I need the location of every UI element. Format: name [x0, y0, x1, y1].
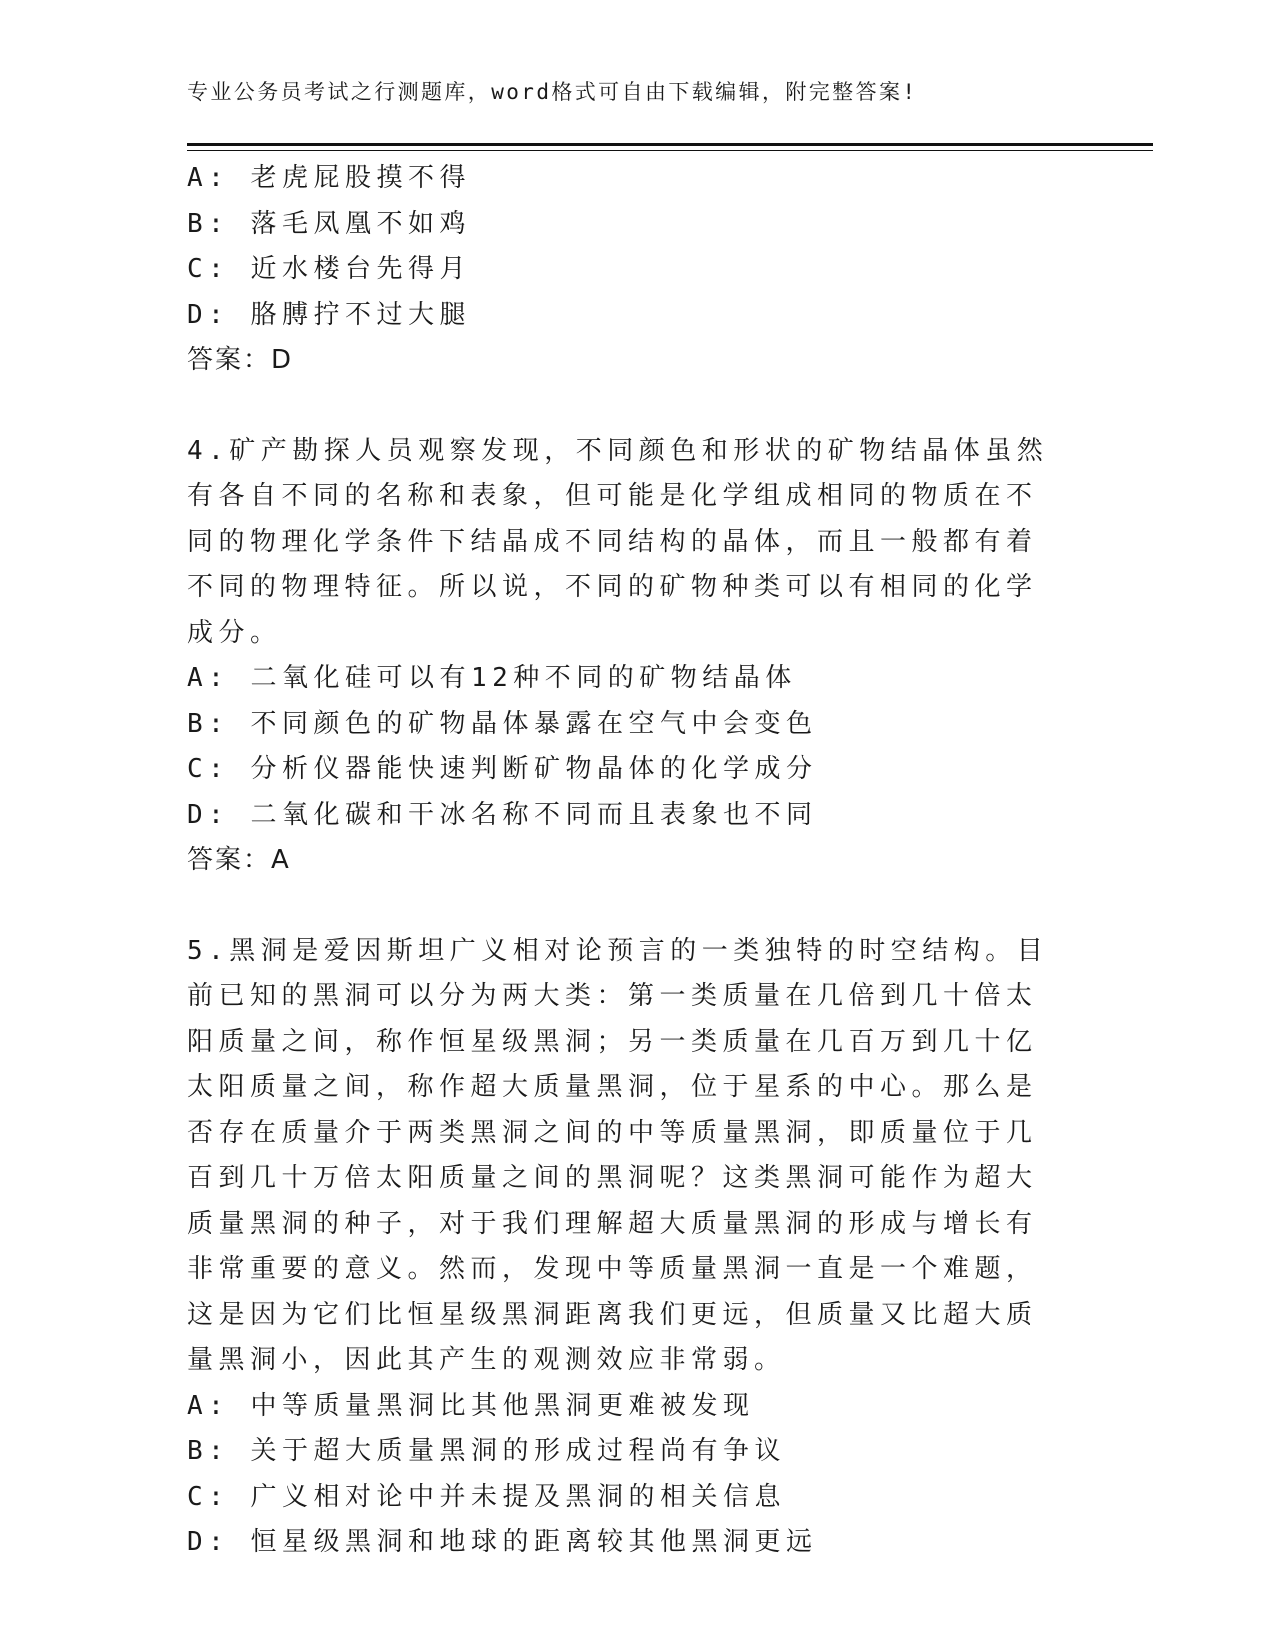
header-divider-thin [187, 150, 1153, 151]
q4-option-b: B: 不同颜色的矿物晶体暴露在空气中会变色 [187, 708, 818, 739]
q5-option-a: A: 中等质量黑洞比其他黑洞更难被发现 [187, 1390, 755, 1421]
q4-option-d: D: 二氧化碳和干冰名称不同而且表象也不同 [187, 799, 818, 830]
q5-option-b: B: 关于超大质量黑洞的形成过程尚有争议 [187, 1436, 786, 1466]
question-content [187, 156, 1067, 1566]
q3-answer: 答案：D [187, 345, 294, 375]
spacer [187, 384, 1067, 429]
header-divider-thick [187, 143, 1153, 146]
q3-option-a: A: 老虎屁股摸不得 [187, 163, 471, 193]
q5-option-d: D: 恒星级黑洞和地球的距离较其他黑洞更远 [187, 1527, 818, 1557]
q4-option-a: A: 二氧化硅可以有12种不同的矿物结晶体 [187, 663, 797, 693]
q5-stem: 5.黑洞是爱因斯坦广义相对论预言的一类独特的时空结构。目前已知的黑洞可以分为两大类：第一类质量在几倍到几十倍太阳质量之间，称作恒星级黑洞；另一类质量在几百万到几十亿太阳质量之间，称作超大质量黑洞，位于星系的中心。那么是否存在质量介于两类黑洞之间的中等质量黑洞，即质量位于几百到几十万倍太阳质量之间的黑洞呢？这类黑洞可能作为超大质量黑洞的种子，对于我们理解超大质量黑洞的形成与增长有非常重要的意义。然而，发现中等质量黑洞一直是一个难题，这是因为它们比恒星级黑洞距离我们更远，但质量又比超大质量黑洞小，因此其产生的观测效应非常弱。 [187, 935, 1049, 1375]
q4-option-c: C: 分析仪器能快速判断矿物晶体的化学成分 [187, 754, 818, 784]
q3-option-d: D: 胳膊拧不过大腿 [187, 299, 471, 330]
q4-answer: 答案：A [187, 845, 291, 875]
spacer [187, 884, 1067, 929]
q5-option-c: C: 广义相对论中并未提及黑洞的相关信息 [187, 1481, 786, 1512]
q3-option-b: B: 落毛凤凰不如鸡 [187, 208, 471, 239]
q3-option-c: C: 近水楼台先得月 [187, 254, 471, 284]
page-header: 专业公务员考试之行测题库，word格式可自由下载编辑，附完整答案! [187, 80, 918, 104]
q4-stem: 4.矿产勘探人员观察发现，不同颜色和形状的矿物结晶体虽然有各自不同的名称和表象，但可能是化学组成相同的物质在不同的物理化学条件下结晶成不同结构的晶体，而且一般都有着不同的物理特征。所以说，不同的矿物种类可以有相同的化学成分。 [187, 435, 1049, 648]
